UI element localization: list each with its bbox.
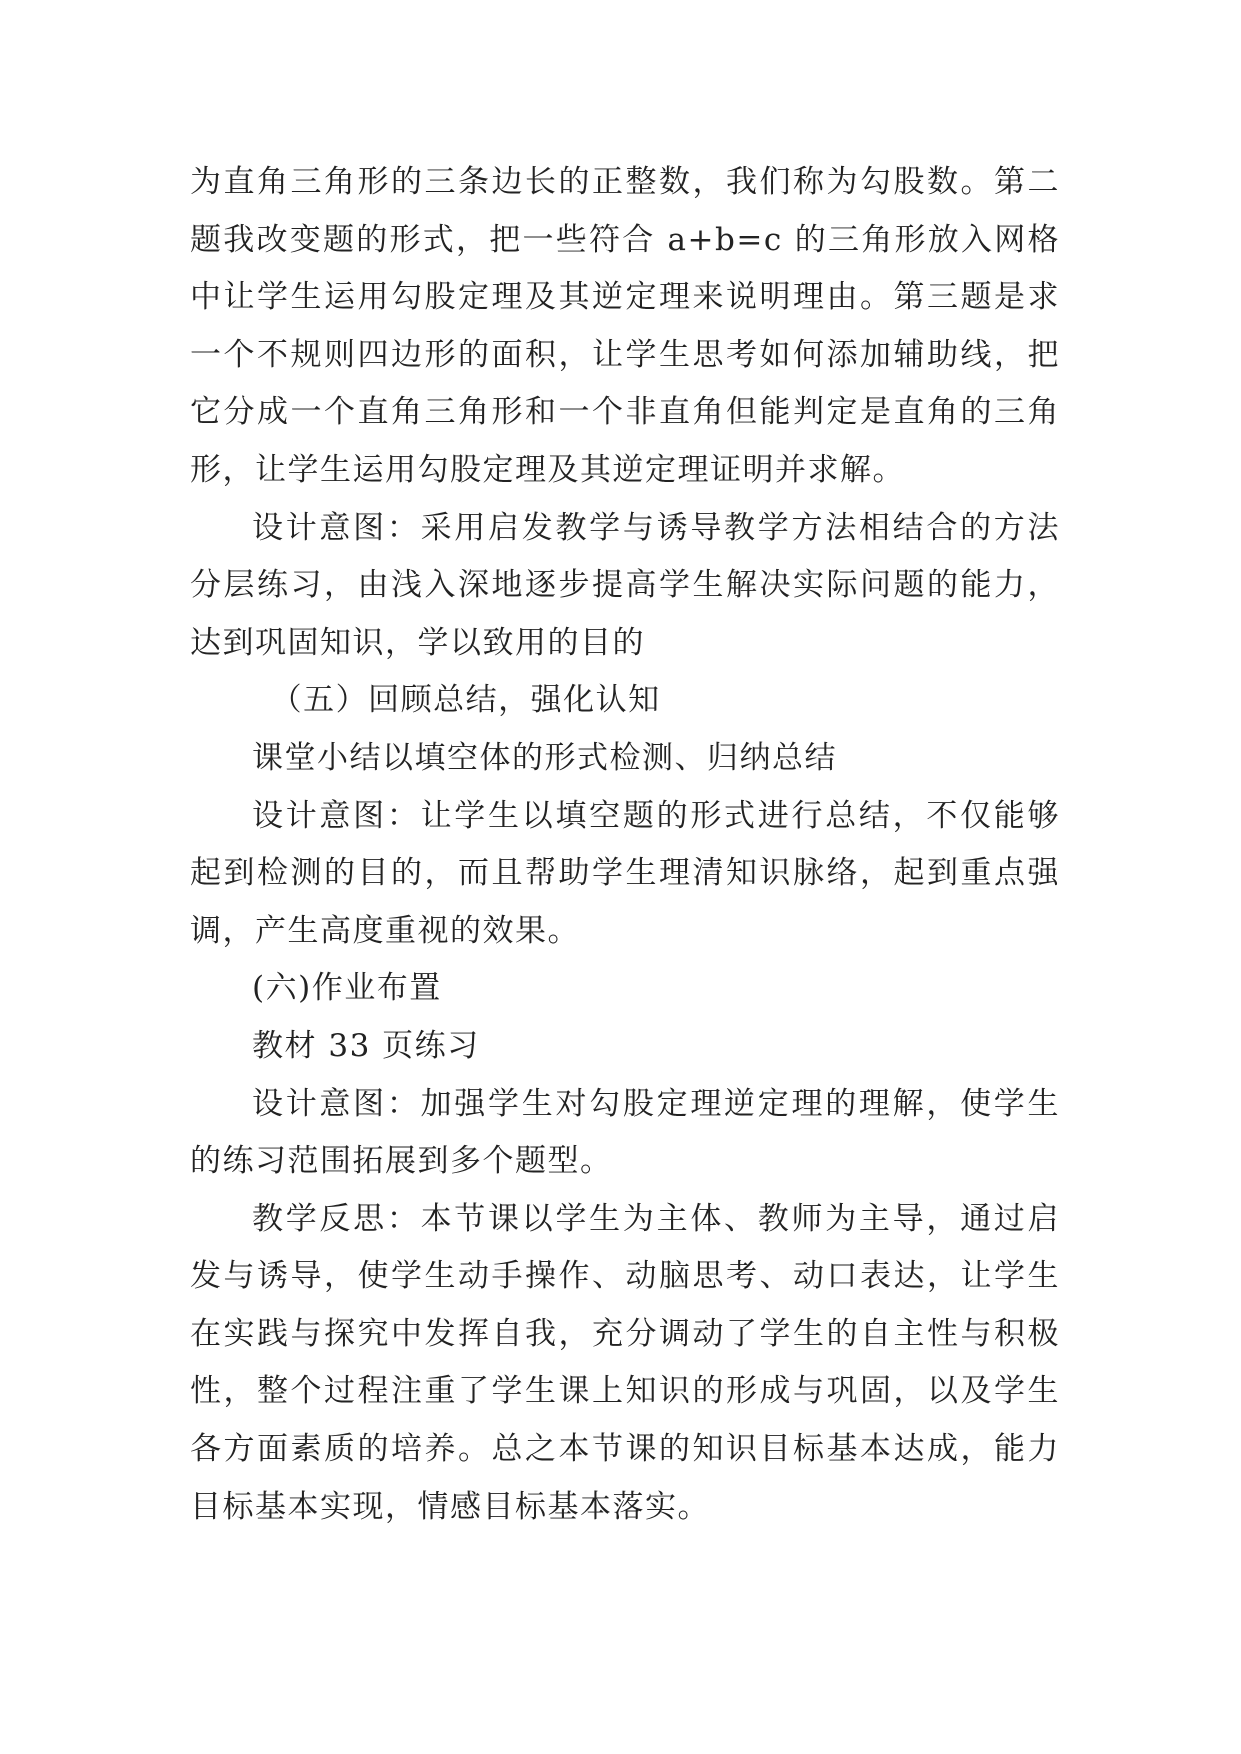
section-heading-homework: (六)作业布置 bbox=[252, 970, 442, 1007]
paragraph-homework-assignment: 教材 33 页练习 bbox=[252, 1027, 480, 1064]
paragraph-class-summary: 课堂小结以填空体的形式检测、归纳总结 bbox=[252, 739, 837, 776]
paragraph-design-intent-summary: 设计意图：让学生以填空题的形式进行总结，不仅能够起到检测的目的，而且帮助学生理清知识脉络，起到重点强调，产生高度重视的效果。 bbox=[190, 797, 1060, 949]
paragraph-design-intent-homework: 设计意图：加强学生对勾股定理逆定理的理解，使学生的练习范围拓展到多个题型。 bbox=[190, 1085, 1060, 1180]
section-heading-review-summary: （五）回顾总结，强化认知 bbox=[270, 682, 661, 719]
paragraph-pythagorean-exercises: 为直角三角形的三条边长的正整数，我们称为勾股数。第二题我改变题的形式，把一些符合 a+b=c 的三角形放入网格中让学生运用勾股定理及其逆定理来说明理由。第三题是求一个不规则四边形的面积，让学生思考如何添加辅助线，把它分成一个直角三角形和一个非直角但能判定是直角的三角形，让学生运用勾股定理及其逆定理证明并求解。 bbox=[190, 164, 1060, 488]
paragraph-teaching-reflection: 教学反思：本节课以学生为主体、教师为主导，通过启发与诱导，使学生动手操作、动脑思考、动口表达，让学生在实践与探究中发挥自我，充分调动了学生的自主性与积极性，整个过程注重了学生课上知识的形成与巩固，以及学生各方面素质的培养。总之本节课的知识目标基本达成，能力目标基本实现，情感目标基本落实。 bbox=[190, 1200, 1060, 1525]
paragraph-design-intent-practice: 设计意图：采用启发教学与诱导教学方法相结合的方法分层练习，由浅入深地逐步提高学生解决实际问题的能力，达到巩固知识，学以致用的目的 bbox=[190, 509, 1060, 661]
document-body bbox=[190, 154, 1060, 1536]
